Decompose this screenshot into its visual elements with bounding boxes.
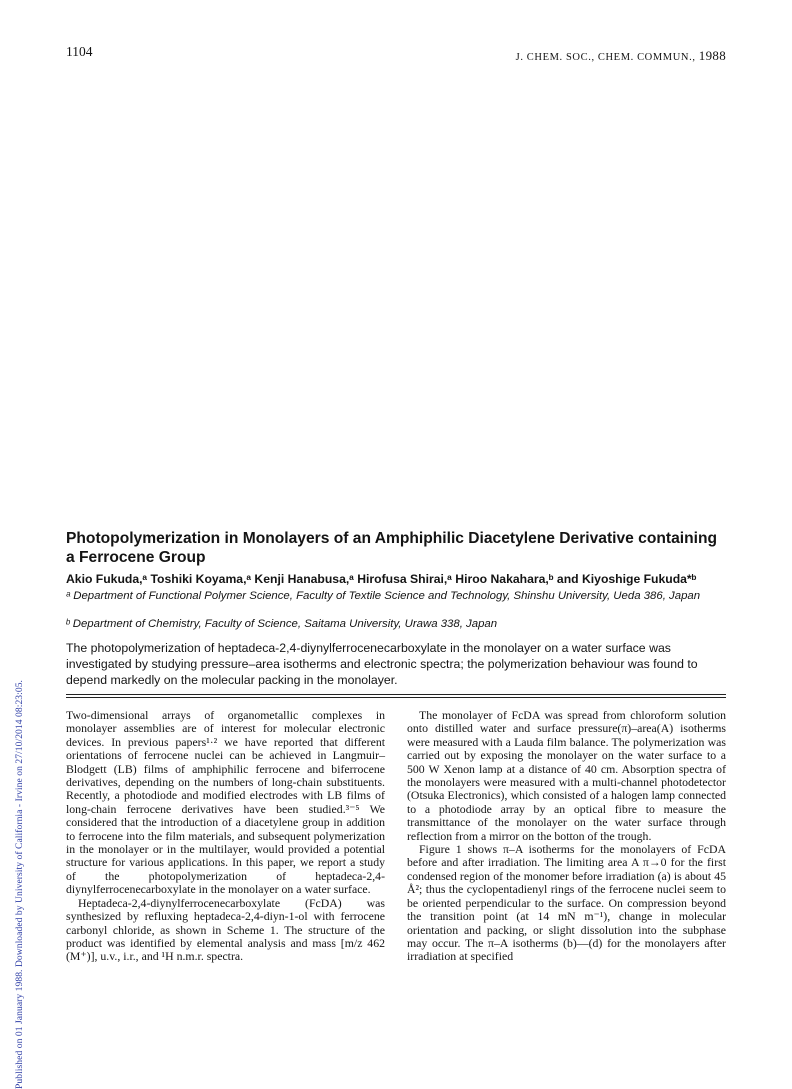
journal-year: 1988 <box>698 48 726 63</box>
abstract-divider-second <box>66 697 726 698</box>
abstract: The photopolymerization of heptadeca-2,4-diynylferrocenecarboxylate in the monolayer on a water surface was investigated by studying pressure–area isotherms and electronic spectra; the polymerization behaviour was found to depend markedly on the molecular packing in the monolayer. <box>66 641 698 687</box>
affiliation-b: ᵇ Department of Chemistry, Faculty of Science, Saitama University, Urawa 338, Japan <box>66 618 498 630</box>
page-number: 1104 <box>66 44 93 59</box>
body-column-right <box>407 709 726 964</box>
body-paragraph: Heptadeca-2,4-diynylferrocenecarboxylate (FcDA) was synthesized by refluxing heptadeca-2,4-diyn-1-ol with ferrocene carbonyl chloride, as shown in Scheme 1. The structure of the product was identified by elemental analysis and mass [m/z 462 (M⁺)], u.v., i.r., and ¹H n.m.r. spectra. <box>66 895 385 964</box>
affiliation-a: ᵃ Department of Functional Polymer Science, Faculty of Textile Science and Technology, Shinshu University, Ueda 386, Japan <box>66 590 701 602</box>
download-notice-text: Published on 01 January 1988. Downloaded by University of California - Irvine on 27/10/2014 08:23:05. <box>14 680 25 1089</box>
download-notice <box>3 180 25 1089</box>
body-paragraph: Figure 1 shows π–A isotherms for the monolayers of FcDA before and after irradiation. The limiting area A π→0 for the first condensed region of the monomer before irradiation (a) is about 45 Å²; thus the cyclopentadienyl rings of the ferrocene nuclei seem to be oriented perpendicular to the surface. On compression beyond the transition point (at 14 mN m⁻¹), change in molecular orientation and packing, or slight dissolution into the subphase may occur. The π–A isotherms (b)—(d) for the monolayers after irradiation at specified <box>407 842 726 964</box>
article-title: Photopolymerization in Monolayers of an Amphiphilic Diacetylene Derivative containing a Ferrocene Group <box>66 530 718 566</box>
running-header <box>516 48 726 64</box>
body-column-left <box>66 709 385 964</box>
abstract-divider <box>66 694 726 695</box>
author-list: Akio Fukuda,ᵃ Toshiki Koyama,ᵃ Kenji Hanabusa,ᵃ Hirofusa Shirai,ᵃ Hiroo Nakahara,ᵇ and Kiyoshige Fukuda*ᵇ <box>66 572 697 586</box>
journal-name: J. CHEM. SOC., CHEM. COMMUN., <box>515 52 696 63</box>
body-paragraph: The monolayer of FcDA was spread from chloroform solution onto distilled water and surface pressure(π)–area(A) isotherms were measured with a Lauda film balance. The polymerization was carried out by exposing the monolayer on the water surface to a 500 W Xenon lamp at a distance of 40 cm. Absorption spectra of the monolayers were measured with a multi-channel photodetector (Otsuka Electronics), which consisted of a halogen lamp connected to a photodiode array by an optical fibre to measure the transmittance of the monolayer on the water surface through reflection from a mirror on the botton of the trough. <box>407 708 726 843</box>
body-paragraph: Two-dimensional arrays of organometallic complexes in monolayer assemblies are of interest for molecular electronic devices. In previous papers¹·² we have reported that different orientations of ferrocene nuclei can be achieved in Langmuir–Blodgett (LB) films of amphiphilic ferrocene and biferrocene derivatives, depending on the numbers of long-chain substituents. Recently, a photodiode and modified electrodes with LB films of long-chain ferrocene derivatives have been studied.³⁻⁵ We considered that the introduction of a diacetylene group in addition to ferrocene into the film materials, and subsequent polymerization in the monolayer or in the multilayer, would provided a potential structure for various applications. In this paper, we report a study of the photopolymerization of heptadeca-2,4-diynylferrocenecarboxylate in the monolayer on a water surface. <box>66 708 385 897</box>
